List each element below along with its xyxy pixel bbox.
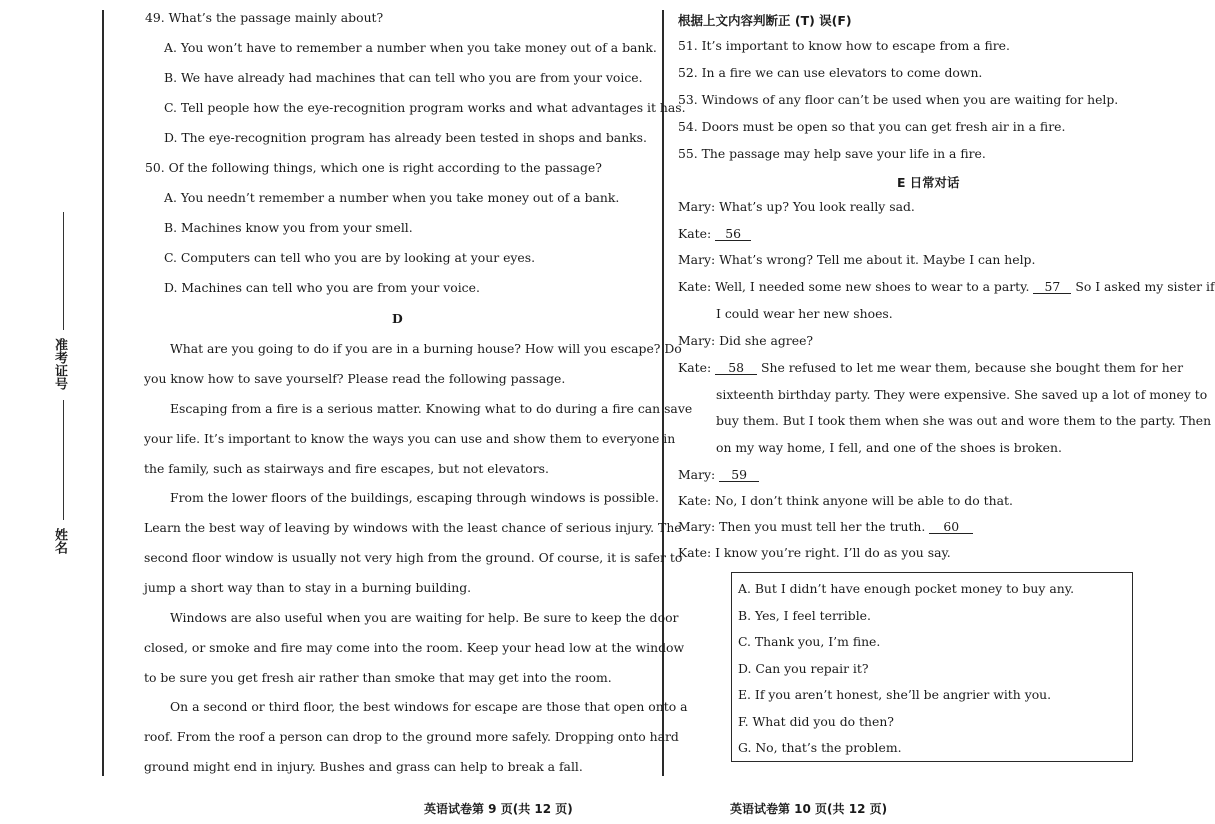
- choice-item: B. Yes, I feel terrible.: [738, 608, 871, 623]
- q49-option-c: C. Tell people how the eye-recognition program works and what advantages it has.: [164, 100, 686, 115]
- blank-58: 58: [715, 361, 757, 375]
- passage-line: closed, or smoke and fire may come into the room. Keep your head low at the window: [144, 640, 685, 655]
- blank-56: 56: [715, 227, 751, 241]
- passage-line: Learn the best way of leaving by windows with the least chance of serious injury. The: [144, 520, 682, 535]
- dialogue-text: She refused to let me wear them, because she bought them for her: [757, 360, 1183, 375]
- tf-item-54: 54. Doors must be open so that you can get fresh air in a fire.: [678, 119, 1066, 134]
- q50-option-b: B. Machines know you from your smell.: [164, 220, 413, 235]
- dialogue-line: sixteenth birthday party. They were expensive. She saved up a lot of money to: [716, 387, 1208, 402]
- dialogue-line: on my way home, I fell, and one of the shoes is broken.: [716, 440, 1062, 455]
- dialogue-text: Kate: Well, I needed some new shoes to wear to a party.: [678, 279, 1034, 294]
- dialogue-line: I could wear her new shoes.: [716, 306, 893, 321]
- q50-option-d: D. Machines can tell who you are from your voice.: [164, 280, 480, 295]
- choice-item: E. If you aren’t honest, she’ll be angrier with you.: [738, 687, 1052, 702]
- page-footer-left: 英语试卷第 9 页(共 12 页): [424, 802, 573, 816]
- tf-item-55: 55. The passage may help save your life in a fire.: [678, 146, 986, 161]
- section-d-heading: D: [392, 311, 403, 326]
- name-label: 姓名: [52, 528, 67, 554]
- dialogue-line: [678, 467, 759, 482]
- dialogue-line: buy them. But I took them when she was out and wore them to the party. Then: [716, 413, 1212, 428]
- blank-57: 57: [1033, 280, 1071, 294]
- answer-choices-box: [731, 572, 1133, 762]
- blank-60: 60: [929, 520, 973, 534]
- exam-id-underline: [63, 212, 64, 330]
- passage-line: the family, such as stairways and fire escapes, but not elevators.: [144, 461, 549, 476]
- section-e-heading: E 日常对话: [897, 175, 960, 190]
- q50-option-a: A. You needn’t remember a number when you take money out of a bank.: [164, 190, 620, 205]
- tf-heading: 根据上文内容判断正 (T) 误(F): [678, 13, 852, 28]
- passage-line: second floor window is usually not very high from the ground. Of course, it is safer to: [144, 550, 683, 565]
- q50-stem: 50. Of the following things, which one is right according to the passage?: [145, 160, 602, 175]
- tf-item-52: 52. In a fire we can use elevators to come down.: [678, 65, 983, 80]
- q49-option-a: A. You won’t have to remember a number when you take money out of a bank.: [164, 40, 657, 55]
- passage-line: On a second or third floor, the best windows for escape are those that open onto a: [170, 699, 688, 714]
- choice-item: A. But I didn’t have enough pocket money to buy any.: [738, 581, 1075, 596]
- speaker-text: Kate:: [678, 360, 716, 375]
- passage-line: ground might end in injury. Bushes and grass can help to break a fall.: [144, 759, 583, 774]
- dialogue-line: [678, 519, 973, 534]
- dialogue-line: Kate: No, I don’t think anyone will be able to do that.: [678, 493, 1013, 508]
- passage-line: to be sure you get fresh air rather than smoke that may get into the room.: [144, 670, 612, 685]
- speaker-text: Mary:: [678, 467, 720, 482]
- exam-id-label: 准考证号: [52, 338, 67, 390]
- choice-item: D. Can you repair it?: [738, 661, 869, 676]
- tf-item-53: 53. Windows of any floor can’t be used when you are waiting for help.: [678, 92, 1119, 107]
- passage-line: jump a short way than to stay in a burning building.: [144, 580, 472, 595]
- dialogue-line: Mary: Did she agree?: [678, 333, 814, 348]
- dialogue-text: Mary: Then you must tell her the truth.: [678, 519, 930, 534]
- choice-item: G. No, that’s the problem.: [738, 740, 902, 755]
- dialogue-line: Kate: I know you’re right. I’ll do as you say.: [678, 545, 951, 560]
- dialogue-line: [678, 226, 751, 241]
- column-divider: [662, 10, 664, 776]
- choice-item: F. What did you do then?: [738, 714, 894, 729]
- passage-line: Escaping from a fire is a serious matter. Knowing what to do during a fire can save: [170, 401, 693, 416]
- q49-option-b: B. We have already had machines that can tell who you are from your voice.: [164, 70, 643, 85]
- dialogue-line: [678, 279, 1215, 294]
- dialogue-line: [678, 360, 1183, 375]
- dialogue-line: Mary: What’s wrong? Tell me about it. Maybe I can help.: [678, 252, 1036, 267]
- tf-item-51: 51. It’s important to know how to escape from a fire.: [678, 38, 1010, 53]
- q49-option-d: D. The eye-recognition program has already been tested in shops and banks.: [164, 130, 647, 145]
- blank-59: 59: [719, 468, 759, 482]
- q49-stem: 49. What’s the passage mainly about?: [145, 10, 384, 25]
- passage-line: Windows are also useful when you are waiting for help. Be sure to keep the door: [170, 610, 679, 625]
- q50-option-c: C. Computers can tell who you are by looking at your eyes.: [164, 250, 536, 265]
- binding-line-outer: [102, 10, 104, 776]
- speaker-text: Kate:: [678, 226, 716, 241]
- dialogue-line: Mary: What’s up? You look really sad.: [678, 199, 915, 214]
- dialogue-text: So I asked my sister if: [1071, 279, 1215, 294]
- passage-line: roof. From the roof a person can drop to the ground more safely. Dropping onto hard: [144, 729, 679, 744]
- passage-line: What are you going to do if you are in a burning house? How will you escape? Do: [170, 341, 682, 356]
- page-footer-right: 英语试卷第 10 页(共 12 页): [730, 802, 888, 816]
- name-underline: [63, 400, 64, 520]
- passage-line: your life. It’s important to know the ways you can use and show them to everyone in: [144, 431, 676, 446]
- passage-line: From the lower floors of the buildings, escaping through windows is possible.: [170, 490, 659, 505]
- passage-line: you know how to save yourself? Please read the following passage.: [144, 371, 566, 386]
- choice-item: C. Thank you, I’m fine.: [738, 634, 881, 649]
